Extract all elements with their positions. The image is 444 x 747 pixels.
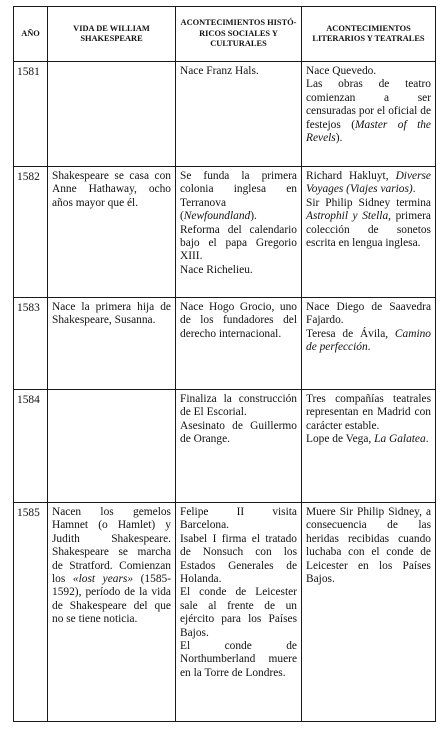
table-row	[14, 298, 436, 390]
literary-cell	[302, 298, 436, 390]
event-text: Finaliza la construcción de El Escorial.	[180, 393, 297, 419]
literary-cell	[302, 503, 436, 722]
work-title: Newfoundland	[183, 210, 251, 223]
chronology-table	[13, 6, 436, 722]
event-text: Sir Philip Sidney termina Astrophil y Stella, primera colección de sonetos escrita en lengua inglesa.	[306, 196, 431, 250]
event-text: El conde de Leicester sale al frente de un ejército para los Países Bajos.	[180, 586, 297, 639]
literary-cell	[302, 62, 436, 167]
header-social-events: ACONTECIMIENTOS HISTÓ- RICOS SOCIALES Y CULTURALES	[176, 7, 302, 62]
event-text: Felipe II visita Barcelona.	[180, 506, 297, 532]
year-cell: 1583	[14, 298, 48, 390]
header-shakespeare-life: VIDA DE WILLIAM SHAKESPEARE	[48, 7, 176, 62]
event-text: Lope de Vega, La Galatea.	[306, 433, 429, 446]
work-title: Master of the Revels	[306, 118, 431, 145]
social-cell	[176, 298, 302, 390]
life-cell	[48, 503, 176, 722]
work-title: Camino de perfección	[306, 327, 431, 354]
event-text: Nace Richelieu.	[180, 263, 253, 276]
social-cell	[176, 390, 302, 503]
event-text: Nace Quevedo.	[306, 65, 377, 77]
table-header-row	[14, 7, 436, 62]
event-text: Isabel I firma el tratado de Nonsuch con los Estados Generales de Holanda.	[180, 532, 297, 586]
table-row	[14, 167, 436, 298]
table-row	[14, 503, 436, 722]
event-text: Nace Hogo Grocio, uno de los fundadores del derecho internacional.	[180, 301, 297, 340]
table-row	[14, 62, 436, 167]
event-text: Nace Diego de Saavedra Fajardo.	[306, 301, 431, 327]
work-title: «lost years»	[72, 573, 134, 586]
event-text: El conde de Northumberland muere en la Torre de Londres.	[180, 640, 297, 679]
social-cell	[176, 503, 302, 722]
life-cell: Nace la primera hija de Shakespeare, Susanna.	[48, 298, 176, 390]
year-cell: 1581	[14, 62, 48, 167]
life-cell	[48, 390, 176, 503]
year-cell: 1584	[14, 390, 48, 503]
chronology-table-wrapper	[13, 6, 435, 722]
work-title: La Galatea	[374, 433, 426, 446]
event-text: Las obras de teatro comienzan a ser censuradas por el oficial de festejos (Master of the Revels).	[306, 78, 431, 145]
event-text: Nace Franz Hals.	[180, 65, 259, 77]
event-text: Reforma del calendario bajo el papa Gregorio XIII.	[180, 223, 297, 263]
event-text: Muere Sir Philip Sidney, a consecuencia de las heridas recibidas cuando luchaba con el conde de Leicester en los Países Bajos.	[306, 506, 431, 586]
header-literary-events: ACONTECIMIENTOS LITERARIOS Y TEATRALES	[302, 7, 436, 62]
year-cell: 1582	[14, 167, 48, 298]
social-cell	[176, 167, 302, 298]
event-text: Nacen los gemelos Hamnet (o Hamlet) y Judith Shakespeare. Shakespeare se marcha de Stratford. Comienzan los «lost years» (1585-1592), período de la vida de Shakespeare del que no se tiene noticia.	[52, 506, 172, 626]
event-text: Teresa de Ávila, Camino de perfección.	[306, 327, 431, 354]
life-cell	[48, 62, 176, 167]
work-title: Astrophil y Stella	[306, 210, 389, 223]
event-text: Se funda la primera colonia inglesa en Terranova (Newfoundland).	[180, 170, 297, 223]
table-row	[14, 390, 436, 503]
year-cell: 1585	[14, 503, 48, 722]
event-text: Tres compañías teatrales representan en Madrid con carácter estable.	[306, 393, 431, 432]
literary-cell	[302, 390, 436, 503]
event-text: Richard Hakluyt, Diverse Voyages (Viajes varios).	[306, 170, 431, 196]
event-text: Asesinato de Guillermo de Orange.	[180, 419, 297, 446]
work-title: Diverse Voyages (Viajes varios)	[306, 170, 431, 196]
header-year: AÑO	[14, 7, 48, 62]
social-cell	[176, 62, 302, 167]
life-cell: Shakespeare se casa con Anne Hathaway, ocho años mayor que él.	[48, 167, 176, 298]
literary-cell	[302, 167, 436, 298]
